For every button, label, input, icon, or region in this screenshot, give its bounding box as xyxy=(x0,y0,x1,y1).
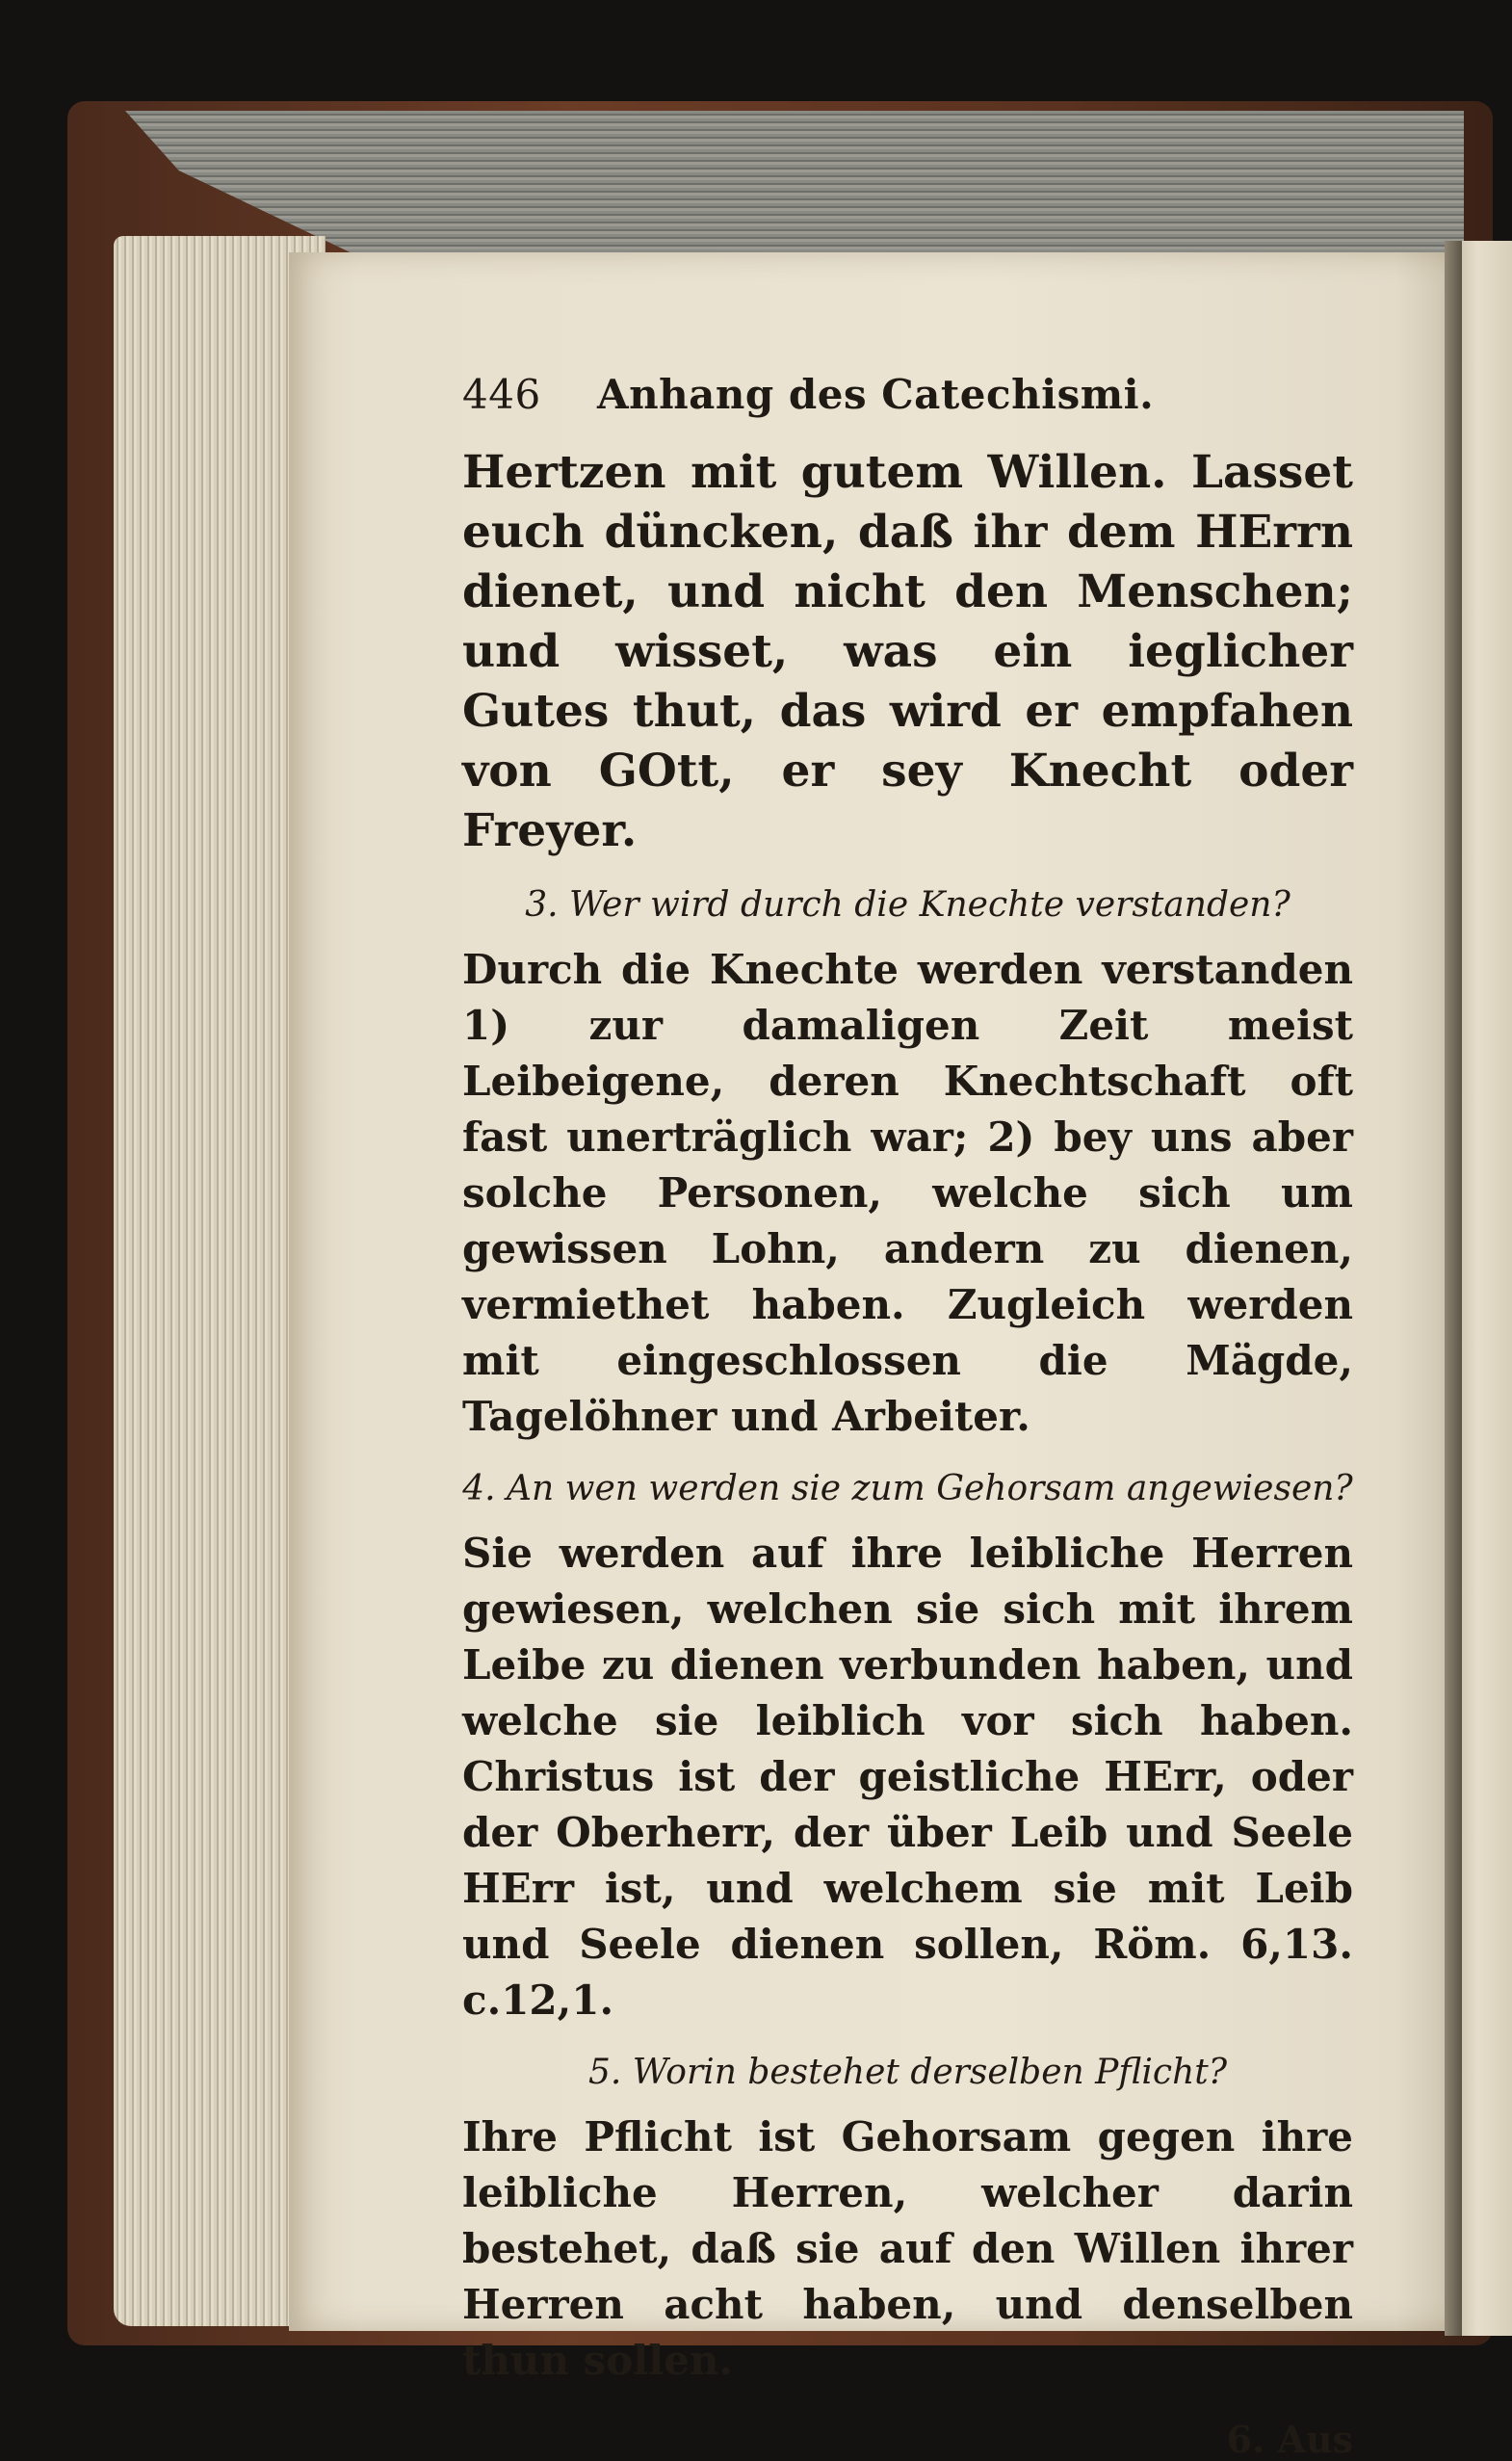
paragraph: Hertzen mit gutem Willen. Lasset euch düncken, daß ihr dem HErrn dienet, und nicht den Menschen; und wisset, was ein ieglicher Gutes thut, das wird er empfahen von GOtt, er sey Knecht oder Freyer. xyxy=(462,446,1353,857)
page-block-top-edge xyxy=(125,111,1464,260)
running-header xyxy=(462,371,1353,418)
page-number: 446 xyxy=(462,371,541,418)
question-3: 3. Wer wird durch die Knechte verstanden? xyxy=(525,885,1290,925)
answer-4: Sie werden auf ihre leibliche Herren gewiesen, welchen sie sich mit ihrem Leibe zu dienen verbunden haben, und welche sie leiblich vor sich haben. Christus ist der geistliche HErr, oder der Oberherr, der über Leib und Seele HErr ist, und welchem sie mit Leib und Seele dienen sollen, Röm. 6,13. c.12,1. xyxy=(462,1530,1353,2024)
page-text xyxy=(462,371,1353,2461)
answer-5: Ihre Pflicht ist Gehorsam gegen ihre leibliche Herren, welcher darin bestehet, daß sie auf den Willen ihrer Herren acht haben, und denselben thun sollen. xyxy=(462,2113,1353,2384)
question-4: 4. An wen werden sie zum Gehorsam angewiesen? xyxy=(462,1469,1353,1508)
running-title: Anhang des Catechismi. xyxy=(597,371,1155,418)
facing-page-edge xyxy=(1454,241,1512,2336)
answer-3: Durch die Knechte werden verstanden 1) zur damaligen Zeit meist Leibeigene, deren Knechtschaft oft fast unerträglich war; 2) bey uns aber solche Personen, welche sich um gewissen Lohn, andern zu dienen, vermiethet haben. Zugleich werden mit eingeschlossen die Mägde, Tagelöhner und Arbeiter. xyxy=(462,946,1353,1440)
catchword: 6. Aus xyxy=(1226,2418,1353,2461)
book-gutter xyxy=(1445,241,1462,2336)
question-5: 5. Worin bestehet derselben Pflicht? xyxy=(587,2053,1228,2092)
